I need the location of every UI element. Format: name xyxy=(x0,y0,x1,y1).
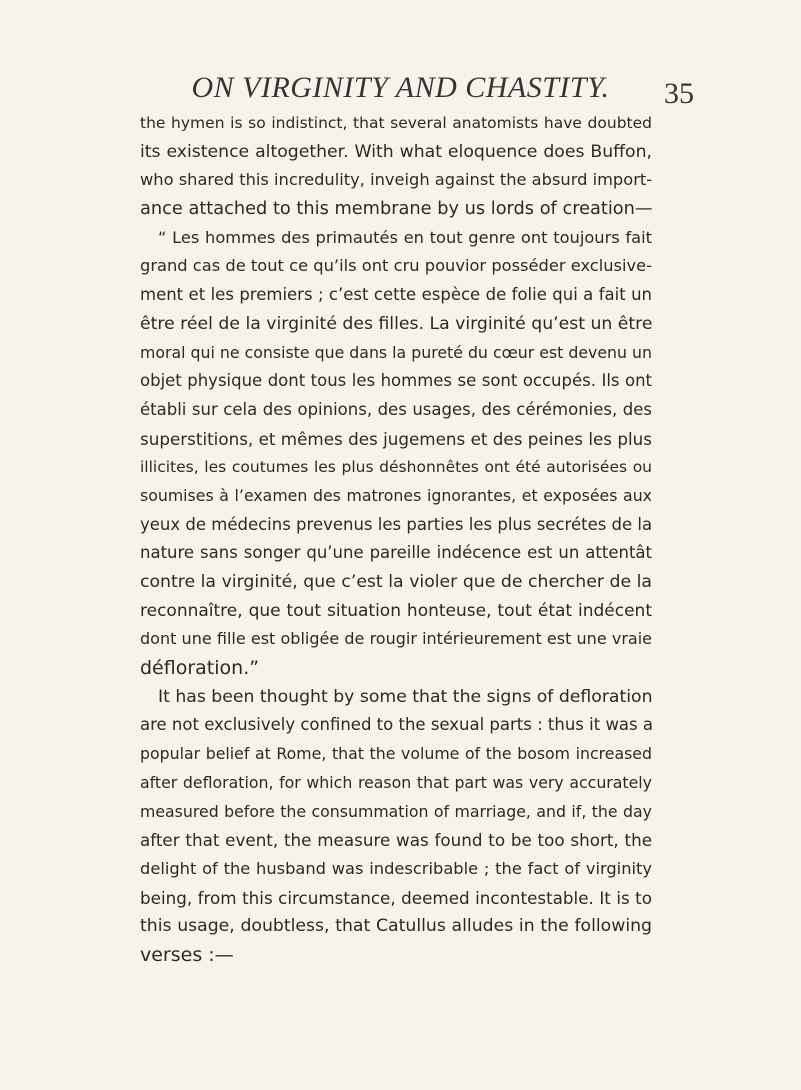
page-number: 35 xyxy=(664,77,694,110)
text-line: superstitions, et mêmes des jugemens et des peines les plus xyxy=(140,428,652,449)
text-line: are not exclusively confined to the sexual parts : thus it was a xyxy=(140,715,653,735)
text-line: grand cas de tout ce qu’ils ont cru pouvior posséder exclusive- xyxy=(140,256,652,276)
text-line: illicites, les coutumes les plus déshonnêtes ont été autorisées ou xyxy=(140,458,652,477)
text-line: being, from this circumstance, deemed incontestable. It is to xyxy=(140,887,652,908)
text-line: this usage, doubtless, that Catullus alludes in the following xyxy=(140,916,652,937)
text-line: moral qui ne consiste que dans la pureté du cœur est devenu un xyxy=(140,342,652,362)
text-line: être réel de la virginité des filles. La virginité qu’est un être xyxy=(140,313,653,334)
text-line: after that event, the measure was found to be too short, the xyxy=(140,830,652,851)
text-line: établi sur cela des opinions, des usages, des cérémonies, des xyxy=(140,399,652,419)
text-line: popular belief at Rome, that the volume of the bosom increased xyxy=(140,744,652,764)
text-line: ment et les premiers ; c’est cette espèce de folie qui a fait un xyxy=(140,285,652,305)
paragraph-defloration-signs xyxy=(140,683,652,970)
text-line: It has been thought by some that the signs of defloration xyxy=(158,686,653,707)
text-block xyxy=(140,109,652,970)
text-line: contre la virginité, que c’est la violer que de chercher de la xyxy=(140,572,652,592)
text-line: after defloration, for which reason that part was very accurately xyxy=(140,772,652,792)
page-header xyxy=(0,70,801,110)
text-line: verses :— xyxy=(140,943,234,966)
running-title: ON VIRGINITY AND CHASTITY. xyxy=(191,71,610,104)
text-line: measured before the consummation of marriage, and if, the day xyxy=(140,801,652,821)
text-line: the hymen is so indistinct, that several anatomists have doubted xyxy=(140,114,652,132)
text-line: nature sans songer qu’une pareille indécence est un attentât xyxy=(140,543,652,563)
text-line: yeux de médecins prevenus les parties les plus secrétes de la xyxy=(140,514,653,534)
text-line: dont une fille est obligée de rougir intérieurement est une vraie xyxy=(140,629,652,649)
text-line: who shared this incredulity, inveigh against the absurd import- xyxy=(140,170,653,190)
text-line: objet physique dont tous les hommes se sont occupés. Ils ont xyxy=(140,371,652,391)
text-line: its existence altogether. With what eloquence does Buffon, xyxy=(140,141,652,162)
text-line: reconnaître, que tout situation honteuse, tout état indécent xyxy=(140,600,652,621)
text-line: delight of the husband was indescribable ; the fact of virginity xyxy=(140,858,652,878)
text-line: soumises à l’examen des matrones ignorantes, et exposées aux xyxy=(140,485,652,505)
text-line: défloration.” xyxy=(140,657,260,680)
paragraph-intro xyxy=(140,109,652,224)
text-line: “ Les hommes des primautés en tout genre ont toujours fait xyxy=(158,227,652,247)
text-line: ance attached to this membrane by us lords of creation— xyxy=(140,199,653,220)
paragraph-french-quote xyxy=(140,224,652,683)
